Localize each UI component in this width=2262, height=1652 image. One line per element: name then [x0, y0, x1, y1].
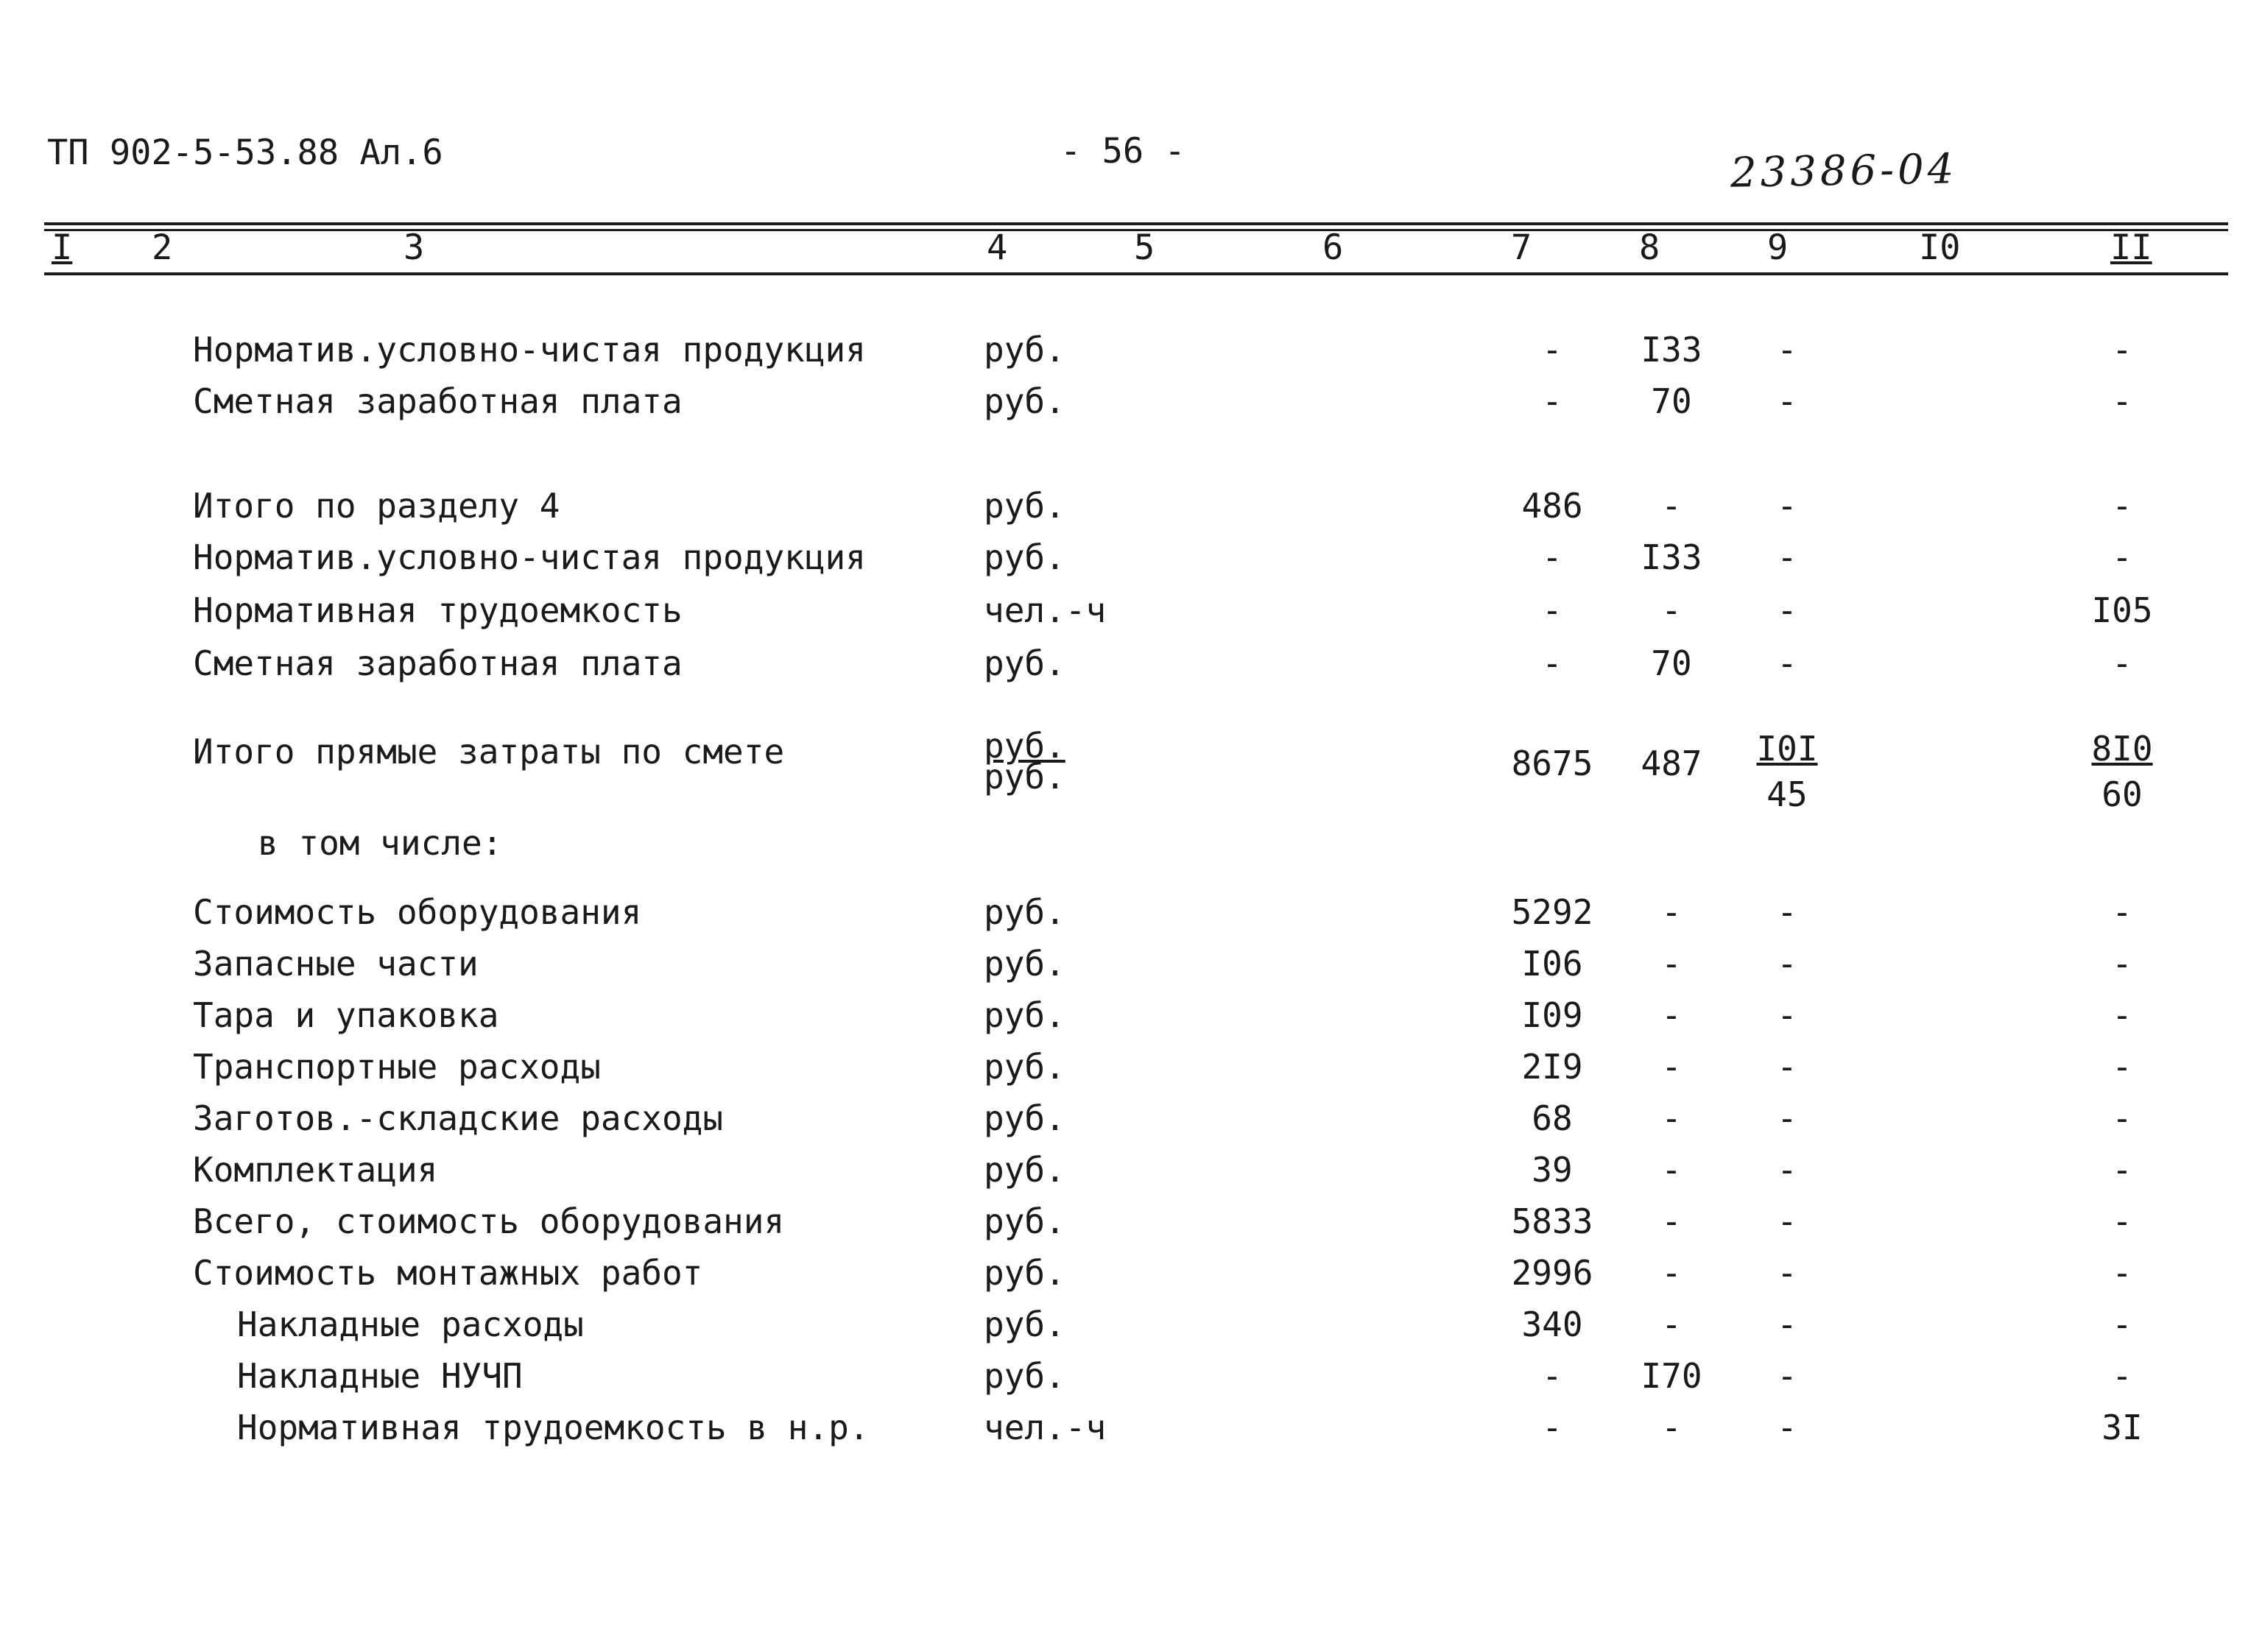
cell-col11: -	[2112, 1047, 2132, 1087]
cell-col7: 39	[1532, 1150, 1573, 1190]
page-number: - 56 -	[1060, 131, 1185, 172]
row-label: Транспортные расходы	[193, 1047, 601, 1087]
row-label: Норматив.условно-чистая продукция	[193, 330, 866, 370]
column-number: 5	[1134, 227, 1155, 268]
cell-col9: -	[1777, 486, 1797, 526]
cell-col7: -	[1542, 1408, 1562, 1447]
cell-col7: 8675	[1511, 744, 1593, 783]
row-unit: руб.	[984, 1150, 1065, 1190]
row-label: Всего, стоимость оборудования	[193, 1201, 785, 1241]
cell-col9: -	[1777, 1201, 1797, 1241]
cell-col7: 486	[1521, 486, 1583, 526]
row-label: Стоимость оборудования	[193, 892, 642, 932]
table-row	[0, 532, 2262, 583]
cell-col11: -	[2112, 1253, 2132, 1293]
row-unit: руб.	[984, 643, 1065, 683]
fraction-denominator: 45	[1766, 774, 1808, 814]
table-row	[0, 585, 2262, 636]
cell-col11: -	[2112, 1098, 2132, 1138]
table-row	[0, 938, 2262, 989]
unit-numerator: руб.	[984, 726, 1065, 766]
cell-col8: 70	[1651, 381, 1692, 421]
cell-col7: -	[1542, 1356, 1562, 1396]
row-unit: руб.	[984, 1201, 1065, 1241]
table-row	[0, 1092, 2262, 1144]
cell-col8: -	[1661, 944, 1682, 984]
column-number: 8	[1639, 227, 1660, 268]
cell-col7: 2I9	[1521, 1047, 1583, 1087]
cell-col8: 70	[1651, 643, 1692, 683]
cell-col7: -	[1542, 537, 1562, 577]
row-unit: руб.	[984, 1356, 1065, 1396]
table-row	[0, 1299, 2262, 1350]
cell-col8: -	[1661, 1047, 1682, 1087]
cell-col7: -	[1542, 643, 1562, 683]
table-row	[0, 1144, 2262, 1196]
row-label: Накладные расходы	[237, 1305, 584, 1344]
row-unit: руб.	[984, 537, 1065, 577]
table-row	[0, 480, 2262, 532]
column-number: 2	[152, 227, 173, 268]
cell-col9: -	[1777, 1047, 1797, 1087]
row-unit: руб.	[984, 892, 1065, 932]
row-unit: руб.	[984, 1047, 1065, 1087]
cell-col11-fraction	[2076, 726, 2168, 817]
fraction-numerator: I0I	[1756, 729, 1818, 769]
row-label: Итого по разделу 4	[193, 486, 560, 526]
cell-col9: -	[1777, 995, 1797, 1035]
row-label: Тара и упаковка	[193, 995, 499, 1035]
table-row	[0, 638, 2262, 689]
cell-col11: -	[2112, 892, 2132, 932]
cell-col9: -	[1777, 1150, 1797, 1190]
cell-col9: -	[1777, 537, 1797, 577]
cell-col11: -	[2112, 330, 2132, 370]
column-number: I	[52, 227, 73, 268]
cell-col8: 487	[1641, 744, 1702, 783]
cell-col11: -	[2112, 643, 2132, 683]
row-label: Комплектация	[193, 1150, 438, 1190]
cell-col9: -	[1777, 1408, 1797, 1447]
cell-col7: 68	[1532, 1098, 1573, 1138]
cell-col8: -	[1661, 1098, 1682, 1138]
row-unit: руб.	[984, 486, 1065, 526]
fraction-denominator: 60	[2101, 774, 2143, 814]
cell-col8: -	[1661, 590, 1682, 630]
cell-col9: -	[1777, 590, 1797, 630]
table-row	[0, 1041, 2262, 1092]
column-number: I0	[1919, 227, 1961, 268]
column-number: 7	[1511, 227, 1532, 268]
cell-col11: -	[2112, 944, 2132, 984]
table-row-subheading	[0, 817, 2262, 869]
cell-col11: -	[2112, 486, 2132, 526]
cell-col7: 5292	[1511, 892, 1593, 932]
table-row	[0, 324, 2262, 375]
unit-denominator: руб.	[984, 757, 1065, 797]
row-unit: руб.	[984, 995, 1065, 1035]
cell-col11: I05	[2091, 590, 2153, 630]
cell-col8: -	[1661, 486, 1682, 526]
cell-col9: -	[1777, 1098, 1797, 1138]
cell-col7: -	[1542, 330, 1562, 370]
column-number: 9	[1767, 227, 1789, 268]
cell-col8: I33	[1641, 537, 1702, 577]
cell-col7: -	[1542, 381, 1562, 421]
cell-col11: -	[2112, 1201, 2132, 1241]
cell-col7: I09	[1521, 995, 1583, 1035]
row-label: Итого прямые затраты по смете	[193, 732, 785, 772]
row-unit: руб.	[984, 1305, 1065, 1344]
cell-col7: 2996	[1511, 1253, 1593, 1293]
cell-col8: -	[1661, 892, 1682, 932]
handwritten-number: 23386-04	[1730, 145, 1958, 197]
cell-col11: -	[2112, 1356, 2132, 1396]
table-row	[0, 989, 2262, 1041]
table-row	[0, 375, 2262, 427]
table-row	[0, 1247, 2262, 1299]
row-unit: руб.	[984, 1098, 1065, 1138]
row-label: Сметная заработная плата	[193, 381, 683, 421]
cell-col9: -	[1777, 944, 1797, 984]
column-number: 6	[1322, 227, 1344, 268]
row-unit: руб.	[984, 330, 1065, 370]
cell-col9-fraction	[1747, 726, 1828, 817]
row-unit: чел.-ч	[984, 590, 1107, 630]
row-label: Запасные части	[193, 944, 479, 984]
cell-col8: -	[1661, 1150, 1682, 1190]
document-code: ТП 902-5-53.88 Ал.6	[47, 133, 443, 173]
table-row	[0, 1350, 2262, 1402]
cell-col7: 340	[1521, 1305, 1583, 1344]
row-unit: чел.-ч	[984, 1408, 1107, 1447]
cell-col8: I70	[1641, 1356, 1702, 1396]
column-number: II	[2110, 227, 2152, 268]
row-label: в том числе:	[258, 823, 503, 863]
cell-col11: -	[2112, 995, 2132, 1035]
table-row	[0, 886, 2262, 938]
cell-col9: -	[1777, 1253, 1797, 1293]
row-unit: руб.	[984, 381, 1065, 421]
column-number: 3	[404, 227, 425, 268]
cell-col7: 5833	[1511, 1201, 1593, 1241]
cell-col11: 3I	[2101, 1408, 2143, 1447]
row-label: Норматив.условно-чистая продукция	[193, 537, 866, 577]
cell-col11: -	[2112, 1150, 2132, 1190]
row-unit-fraction	[984, 726, 1065, 797]
row-unit: руб.	[984, 1253, 1065, 1293]
cell-col9: -	[1777, 643, 1797, 683]
row-label: Нормативная трудоемкость в н.р.	[237, 1408, 870, 1447]
table-row	[0, 1196, 2262, 1247]
row-label: Накладные НУЧП	[237, 1356, 523, 1396]
cell-col8: -	[1661, 995, 1682, 1035]
cell-col7: -	[1542, 590, 1562, 630]
column-number: 4	[987, 227, 1008, 268]
table-row-total	[0, 726, 2262, 829]
cell-col7: I06	[1521, 944, 1583, 984]
cell-col9: -	[1777, 1356, 1797, 1396]
row-label: Нормативная трудоемкость	[193, 590, 683, 630]
cell-col8: -	[1661, 1305, 1682, 1344]
cell-col8: -	[1661, 1253, 1682, 1293]
cell-col8: I33	[1641, 330, 1702, 370]
row-unit: руб.	[984, 944, 1065, 984]
cell-col11: -	[2112, 537, 2132, 577]
cell-col8: -	[1661, 1201, 1682, 1241]
row-label: Заготов.-складские расходы	[193, 1098, 724, 1138]
cell-col11: -	[2112, 381, 2132, 421]
cell-col9: -	[1777, 381, 1797, 421]
row-label: Стоимость монтажных работ	[193, 1253, 703, 1293]
cell-col9: -	[1777, 1305, 1797, 1344]
cell-col9: -	[1777, 330, 1797, 370]
cell-col11: -	[2112, 1305, 2132, 1344]
fraction-numerator: 8I0	[2091, 729, 2153, 769]
cell-col9: -	[1777, 892, 1797, 932]
row-label: Сметная заработная плата	[193, 643, 683, 683]
table-row	[0, 1402, 2262, 1453]
cell-col8: -	[1661, 1408, 1682, 1447]
